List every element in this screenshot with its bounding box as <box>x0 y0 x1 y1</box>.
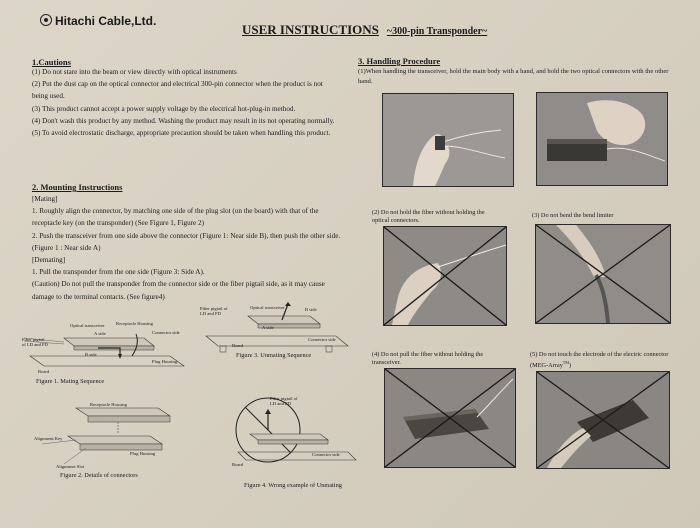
photo-wrong-pull-fiber <box>384 368 516 468</box>
title-text: USER INSTRUCTIONS <box>242 22 379 37</box>
photo-wrong-bend-limiter <box>535 224 671 324</box>
mounting-text <box>32 193 344 303</box>
demating-label: [Demating] <box>32 256 66 265</box>
label-optical-transceiver: Optical transceiver <box>70 323 105 328</box>
mating-step: 1. Roughly align the connector, by matching one side of the plug slot (on the board) with that of the receptacle key (on the transponder) (See Figure 1, Figure 2) <box>32 207 319 228</box>
label-board-fig4: Board <box>232 462 244 467</box>
label-receptacle-housing-fig2: Receptacle Housing <box>90 402 127 407</box>
caution-item: (2) Put the dust cap on the optical connector and electrical 300-pin connector when the product is not being used. <box>32 80 323 101</box>
caution-item: (4) Don't wash this product by any method. Washing the product may result in its not operating normally. <box>32 116 335 125</box>
brand-logo <box>40 14 156 28</box>
figure-4-caption: Figure 4. Wrong example of Unmating <box>244 482 342 489</box>
label-receptacle-housing: Receptacle Housing <box>116 321 153 326</box>
label-fiber-pigtail-fig4: Fiber pigtail of LD and PD <box>270 396 298 406</box>
figure-1-caption: Figure 1. Mating Sequence <box>36 378 105 385</box>
label-a-side: A side <box>94 331 106 336</box>
label-connector-side-fig4: Connector side <box>312 452 340 457</box>
caption-no-bend-limiter: (3) Do not bend the bend limiter <box>532 212 614 219</box>
figure-3-caption: Figure 3. Unmating Sequence <box>236 352 312 359</box>
label-board-fig3: Board <box>232 343 244 348</box>
photo-wrong-touch-electrode <box>536 371 670 469</box>
demating-step: (Caution) Do not pull the transponder from the connector side or the fiber pigtail side, as it may cause damage to the terminal contacts. (See figure4) <box>32 280 325 301</box>
label-plug-housing: Plug Housing <box>152 359 178 364</box>
page-title <box>242 22 487 38</box>
demating-step: 1. Pull the transponder from the one side (Figure 3: Side A). <box>32 268 205 277</box>
mating-label: [Mating] <box>32 195 58 203</box>
caption-no-touch-electrode <box>530 351 672 370</box>
photo-wrong-hold-fiber <box>383 226 507 326</box>
label-connector-side: Connector side <box>152 330 180 335</box>
label-fiber-pigtail: Fiber pigtail of LD and PD <box>22 337 48 347</box>
mating-step: 2. Push the transceiver from one side above the connector (Figure 1: Near side B), then push the other side.(Figure 1 : Near side A) <box>32 231 341 252</box>
caution-item: (1) Do not stare into the beam or view directly with optical instruments <box>32 68 237 76</box>
label-connector-side-fig3: Connector side <box>308 337 336 342</box>
figure-2-caption: Figure 2. Details of connectors <box>60 472 138 479</box>
label-optical-transceiver-fig3: Optical transceiver <box>250 305 285 310</box>
caution-item: (3) This product cannot accept a power supply voltage by the electrical hot-plug-in method. <box>32 104 296 113</box>
caption-no-pull-fiber: (4) Do not pull the fiber without holding the transceiver. <box>372 351 484 366</box>
handling-heading: 3. Handling Procedure <box>358 56 441 66</box>
caption-electrode-end: ) <box>568 362 571 370</box>
label-alignment-slot: Alignment Slot <box>56 464 85 469</box>
trademark-sup: TM <box>562 360 569 365</box>
label-b-side: B side <box>85 352 97 357</box>
caution-item: (5) To avoid electrostatic discharge, appropriate precaution should be taken when handling this product. <box>32 129 331 138</box>
brand-name: Hitachi Cable,Ltd. <box>55 14 157 28</box>
cautions-heading: 1.Cautions <box>32 57 71 67</box>
handling-intro: (1)When handling the transceiver, hold the main body with a hand, and hold the two optical connectors with the other hand. <box>358 68 669 85</box>
label-fiber-pigtail-fig3: Fiber pigtail of LD and PD <box>200 306 228 316</box>
hitachi-logo-icon <box>40 14 52 26</box>
label-plug-housing-fig2: Plug Housing <box>130 451 156 456</box>
label-board: Board <box>38 369 50 374</box>
photo-hold-connectors <box>536 92 668 186</box>
cautions-list <box>32 66 340 139</box>
caption-no-hold-fiber: (2) Do not hold the fiber without holding the optical connectors. <box>372 209 485 224</box>
label-b-side-fig3: B side <box>305 307 317 312</box>
caption-electrode-text: (5) Do not touch the electrode of the electric connector (MEG-Array <box>530 351 669 370</box>
title-subtitle: ~300-pin Transponder~ <box>386 26 488 37</box>
label-a-side-fig3: A side <box>262 325 274 330</box>
label-alignment-key: Alignment Key <box>34 436 63 441</box>
photo-hold-transceiver <box>382 93 514 187</box>
mounting-heading: 2. Mounting Instructions <box>32 182 123 192</box>
